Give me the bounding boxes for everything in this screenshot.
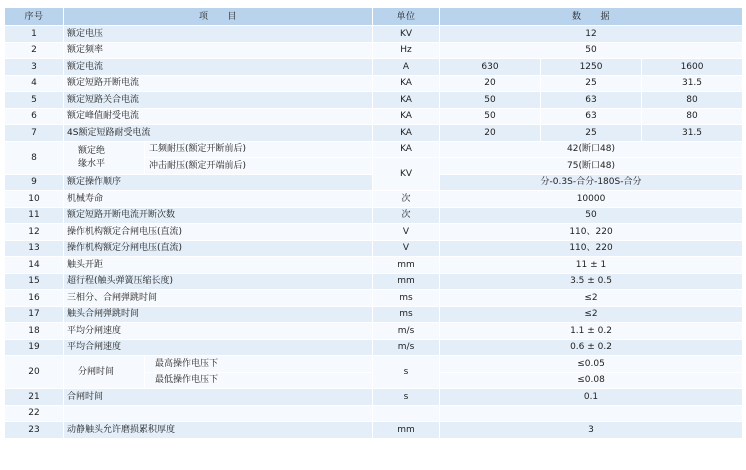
row-item: 平均分闸速度 — [64, 323, 373, 340]
row-subitem: 最高操作电压下 — [145, 356, 373, 373]
table-row — [5, 339, 743, 356]
row-no: 20 — [5, 356, 64, 389]
row-item: 操作机构额定合闸电压(直流) — [64, 224, 373, 241]
row-no: 7 — [5, 125, 64, 142]
table-row — [5, 125, 743, 142]
row-no: 5 — [5, 92, 64, 109]
row-no: 21 — [5, 389, 64, 406]
table-header-row — [5, 8, 743, 26]
row-no: 3 — [5, 59, 64, 76]
header-item: 项 目 — [64, 8, 373, 26]
row-unit: 次 — [373, 207, 440, 224]
table-row — [5, 240, 743, 257]
row-value-2: 25 — [541, 125, 642, 142]
table-row — [5, 389, 743, 406]
row-value: 10000 — [440, 191, 743, 208]
row-subitem: 工频耐压(额定开断前后) — [145, 141, 373, 158]
header-data: 数 据 — [440, 8, 743, 26]
row-value: 110、220 — [440, 240, 743, 257]
row-value: ≤0.08 — [440, 372, 743, 389]
row-no: 19 — [5, 339, 64, 356]
row-no: 11 — [5, 207, 64, 224]
row-value: 3 — [440, 422, 743, 439]
row-unit: Hz — [373, 42, 440, 59]
row-no: 17 — [5, 306, 64, 323]
header-no: 序号 — [5, 8, 64, 26]
row-no: 8 — [5, 141, 64, 174]
row-value: 75(断口48) — [440, 158, 743, 175]
row-value-2: 1250 — [541, 59, 642, 76]
row-no: 15 — [5, 273, 64, 290]
row-value-3: 31.5 — [642, 75, 743, 92]
row-unit: s — [373, 389, 440, 406]
row-no: 23 — [5, 422, 64, 439]
table-row — [5, 75, 743, 92]
row-unit: KV — [373, 26, 440, 43]
row-subitem: 冲击耐压(额定开端前后) — [145, 158, 373, 175]
row-unit: ms — [373, 306, 440, 323]
row-item: 额定短路开断电流开断次数 — [64, 207, 373, 224]
row-unit: s — [373, 356, 440, 389]
table-row — [5, 191, 743, 208]
row-value-3: 1600 — [642, 59, 743, 76]
row-value-3: 31.5 — [642, 125, 743, 142]
table-row — [5, 273, 743, 290]
row-value-1: 50 — [440, 108, 541, 125]
row-no: 6 — [5, 108, 64, 125]
row-value: 42(断口48) — [440, 141, 743, 158]
row-no: 12 — [5, 224, 64, 241]
table-row — [5, 356, 743, 373]
row-value-1: 630 — [440, 59, 541, 76]
row-item: 额定频率 — [64, 42, 373, 59]
row-no: 9 — [5, 174, 64, 191]
row-value-1: 20 — [440, 75, 541, 92]
row-item: 触头合闸弹跳时间 — [64, 306, 373, 323]
row-value: 12 — [440, 26, 743, 43]
table-row — [5, 422, 743, 439]
row-item: 额定峰值耐受电流 — [64, 108, 373, 125]
row-no: 22 — [5, 405, 64, 422]
row-item: 操作机构额定分闸电压(直流) — [64, 240, 373, 257]
row-value-1: 50 — [440, 92, 541, 109]
row-value-1: 20 — [440, 125, 541, 142]
row-value: ≤0.05 — [440, 356, 743, 373]
row-unit: KV — [373, 158, 440, 191]
row-value: 1.1 ± 0.2 — [440, 323, 743, 340]
table-row — [5, 92, 743, 109]
row-no: 13 — [5, 240, 64, 257]
row-unit: KA — [373, 92, 440, 109]
row-subitem: 最低操作电压下 — [145, 372, 373, 389]
spec-table — [4, 7, 743, 439]
table-row — [5, 224, 743, 241]
row-value: 50 — [440, 42, 743, 59]
row-unit: V — [373, 224, 440, 241]
row-value: 110、220 — [440, 224, 743, 241]
row-value: ≤2 — [440, 290, 743, 307]
row-value-3: 80 — [642, 92, 743, 109]
row-no: 1 — [5, 26, 64, 43]
row-unit: A — [373, 59, 440, 76]
row-value: ≤2 — [440, 306, 743, 323]
row-item: 额定电压 — [64, 26, 373, 43]
row-value: 0.1 — [440, 389, 743, 406]
row-value-2: 63 — [541, 108, 642, 125]
table-row — [5, 42, 743, 59]
row-value: 分-0.3S-合分-180S-合分 — [440, 174, 743, 191]
row-item: 三相分、合闸弹跳时间 — [64, 290, 373, 307]
table-row — [5, 306, 743, 323]
table-row — [5, 59, 743, 76]
row-no: 2 — [5, 42, 64, 59]
row-value-2: 63 — [541, 92, 642, 109]
row-unit: KA — [373, 75, 440, 92]
row-unit: mm — [373, 273, 440, 290]
row-no: 16 — [5, 290, 64, 307]
row-unit: m/s — [373, 339, 440, 356]
row-unit: 次 — [373, 191, 440, 208]
row-unit — [373, 405, 440, 422]
row-value-2: 25 — [541, 75, 642, 92]
row-unit: ms — [373, 290, 440, 307]
row-value — [440, 405, 743, 422]
table-row — [5, 26, 743, 43]
row-unit: V — [373, 240, 440, 257]
row-item: 触头开距 — [64, 257, 373, 274]
row-item: 平均合闸速度 — [64, 339, 373, 356]
row-unit: m/s — [373, 323, 440, 340]
row-item: 额定电流 — [64, 59, 373, 76]
table-row — [5, 257, 743, 274]
row-unit: KA — [373, 108, 440, 125]
row-item: 额定短路开断电流 — [64, 75, 373, 92]
table-row — [5, 405, 743, 422]
table-row — [5, 323, 743, 340]
row-value-3: 80 — [642, 108, 743, 125]
header-unit: 单位 — [373, 8, 440, 26]
table-row — [5, 108, 743, 125]
row-item: 动静触头允许磨损累积厚度 — [64, 422, 373, 439]
table-row — [5, 290, 743, 307]
row-unit: mm — [373, 257, 440, 274]
row-no: 4 — [5, 75, 64, 92]
row-item: 合闸时间 — [64, 389, 373, 406]
row-value: 11 ± 1 — [440, 257, 743, 274]
row-item: 额定绝 缘水平 — [64, 141, 145, 174]
row-value: 3.5 ± 0.5 — [440, 273, 743, 290]
table-row — [5, 207, 743, 224]
row-unit: KA — [373, 125, 440, 142]
row-item: 4S额定短路耐受电流 — [64, 125, 373, 142]
row-item: 超行程(触头弹簧压缩长度) — [64, 273, 373, 290]
row-item: 额定操作顺序 — [64, 174, 373, 191]
row-unit: mm — [373, 422, 440, 439]
row-item: 分闸时间 — [64, 356, 145, 389]
row-item — [64, 405, 373, 422]
row-item: 额定短路关合电流 — [64, 92, 373, 109]
row-no: 10 — [5, 191, 64, 208]
row-no: 14 — [5, 257, 64, 274]
row-value: 50 — [440, 207, 743, 224]
row-no: 18 — [5, 323, 64, 340]
row-unit: KA — [373, 141, 440, 158]
row-item: 机械寿命 — [64, 191, 373, 208]
table-row — [5, 141, 743, 158]
row-value: 0.6 ± 0.2 — [440, 339, 743, 356]
